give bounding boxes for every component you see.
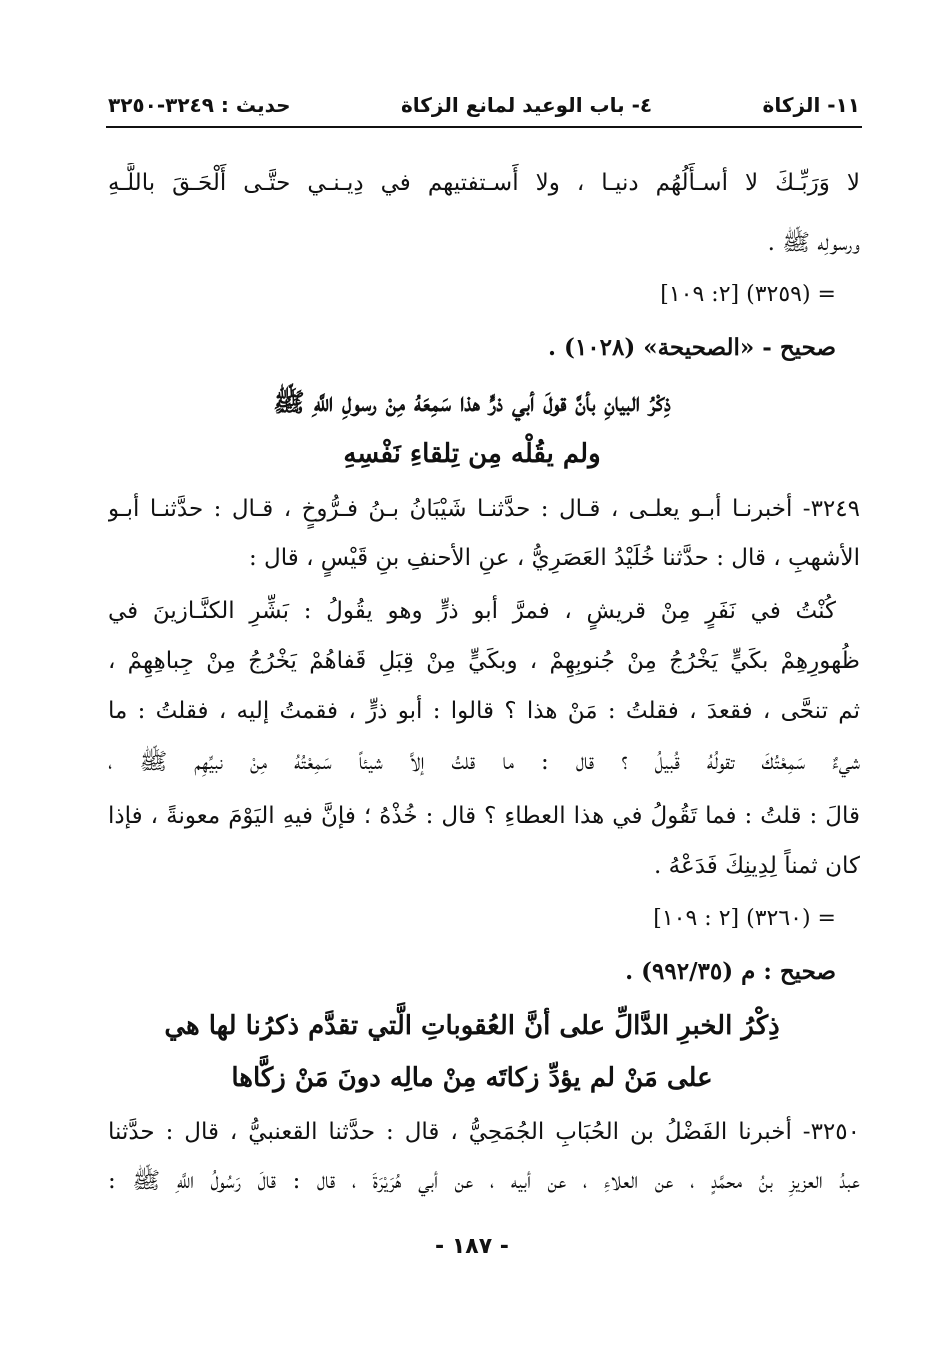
chapter-heading: ولم يقُلْه مِن تِلقاءِ نَفْسِهِ [343, 439, 601, 469]
isnad-line: عبدُ العزيزِ بنُ محمَّدٍ ، عن العلاءِ ، عن أبيه ، عن أبي هُرَيْرَةَ ، قال : قالَ رَسُولُ اللَّهِ ﷺ : [108, 1168, 860, 1194]
isnad-line: الأشهبِ ، قال : حدَّثنا خُلَيْدُ العَصَرِيُّ ، عنِ الأحنفِ بنِ قَيْسٍ ، قال : [248, 545, 860, 571]
chapter-heading: ذِكْرُ البيانِ بأنَّ قولَ أبي ذرٍّ هذا سَمِعَهُ مِنْ رسولِ اللَّهِ ﷺ [273, 388, 671, 418]
hadith-grade: صحيح - «الصحيحة» (١٠٢٨) . [548, 334, 836, 361]
page-number: - ١٨٧ - [435, 1234, 509, 1259]
matn-line: كُنْتُ في نَفَرٍ مِنْ قريشٍ ، فمرَّ أبو ذرٍّ وهو يقُولُ : بَشِّرِ الكنَّـازينَ في [108, 598, 836, 624]
matn-line: ظُهورِهِمْ بكَيٍّ يَخْرُجُ مِنْ جُنوبِهِمْ ، وبكَيٍّ مِنْ قِبَلِ قَفاهُمْ يَخْرُجُ مِنْ جِباهِهِمْ ، [108, 648, 860, 674]
isnad-line: ٣٢٤٩- أخبرنـا أبـو يعلـى ، قـال : حدَّثنـا شَيْبَانُ بـنُ فـرُّوخٍ ، قـال : حدَّثنـا أبـو [108, 496, 860, 522]
header-section: ٤- باب الوعيد لمانع الزكاة [400, 93, 653, 117]
header-hadith-range: حديث : ٣٢٤٩-٣٢٥٠ [108, 93, 291, 117]
hadith-grade: صحيح : م (٩٩٢/٣٥) . [625, 958, 836, 985]
matn-line: شيءٌ سَمِعْتُكَ تقولُهُ قُبيلُ ؟ قال : ما قلتُ إلاَّ شيئاً سَمِعْتُهُ مِنْ نبيِّهِم ﷺ ، [108, 749, 860, 775]
running-header [108, 88, 860, 122]
header-rule [106, 126, 862, 128]
isnad-line: ٣٢٥٠- أخبرنا الفَضْلُ بن الحُبَابِ الجُمَحِيُّ ، قال : حدَّثنا القعنبيُّ ، قال : حدَّثنا [108, 1119, 860, 1145]
header-chapter: ١١- الزكاة [762, 93, 860, 117]
matn-line: ثم تنحَّى ، فقعدَ ، فقلتُ : مَنْ هذا ؟ قالوا : أبو ذرٍّ ، فقمتُ إليه ، فقلتُ : ما [108, 698, 860, 724]
matn-line: كان ثمناً لِدِينِكَ فَدَعْهُ . [654, 853, 860, 879]
text-line: لا وَرَبِّـكَ لا أسـأَلُهُم دنيـا ، ولا أَسـتفتيهم في دِيـنـي حتَّـى أَلْحَـقَ باللَّـهِ [108, 170, 860, 196]
cross-reference: = (٣٢٦٠) [٢ : ١٠٩] [653, 906, 836, 931]
chapter-heading: ذِكْرُ الخبرِ الدَّالِّ على أنَّ العُقوباتِ الَّتي تقدَّم ذكرُنا لها هي [164, 1011, 780, 1041]
chapter-heading: على مَنْ لم يؤدِّ زكاتَه مِنْ مالِه دونَ مَنْ زكَّاها [231, 1063, 713, 1093]
matn-line: قالَ : قلتُ : فما تَقُولُ في هذا العطاءِ ؟ قال : خُذْهُ ؛ فإنَّ فيهِ اليَوْمَ معونةً ، فإذا [108, 803, 860, 829]
cross-reference: = (٣٢٥٩) [٢: ١٠٩] [660, 282, 836, 307]
text-line: ورسولِه ﷺ . [767, 230, 860, 256]
